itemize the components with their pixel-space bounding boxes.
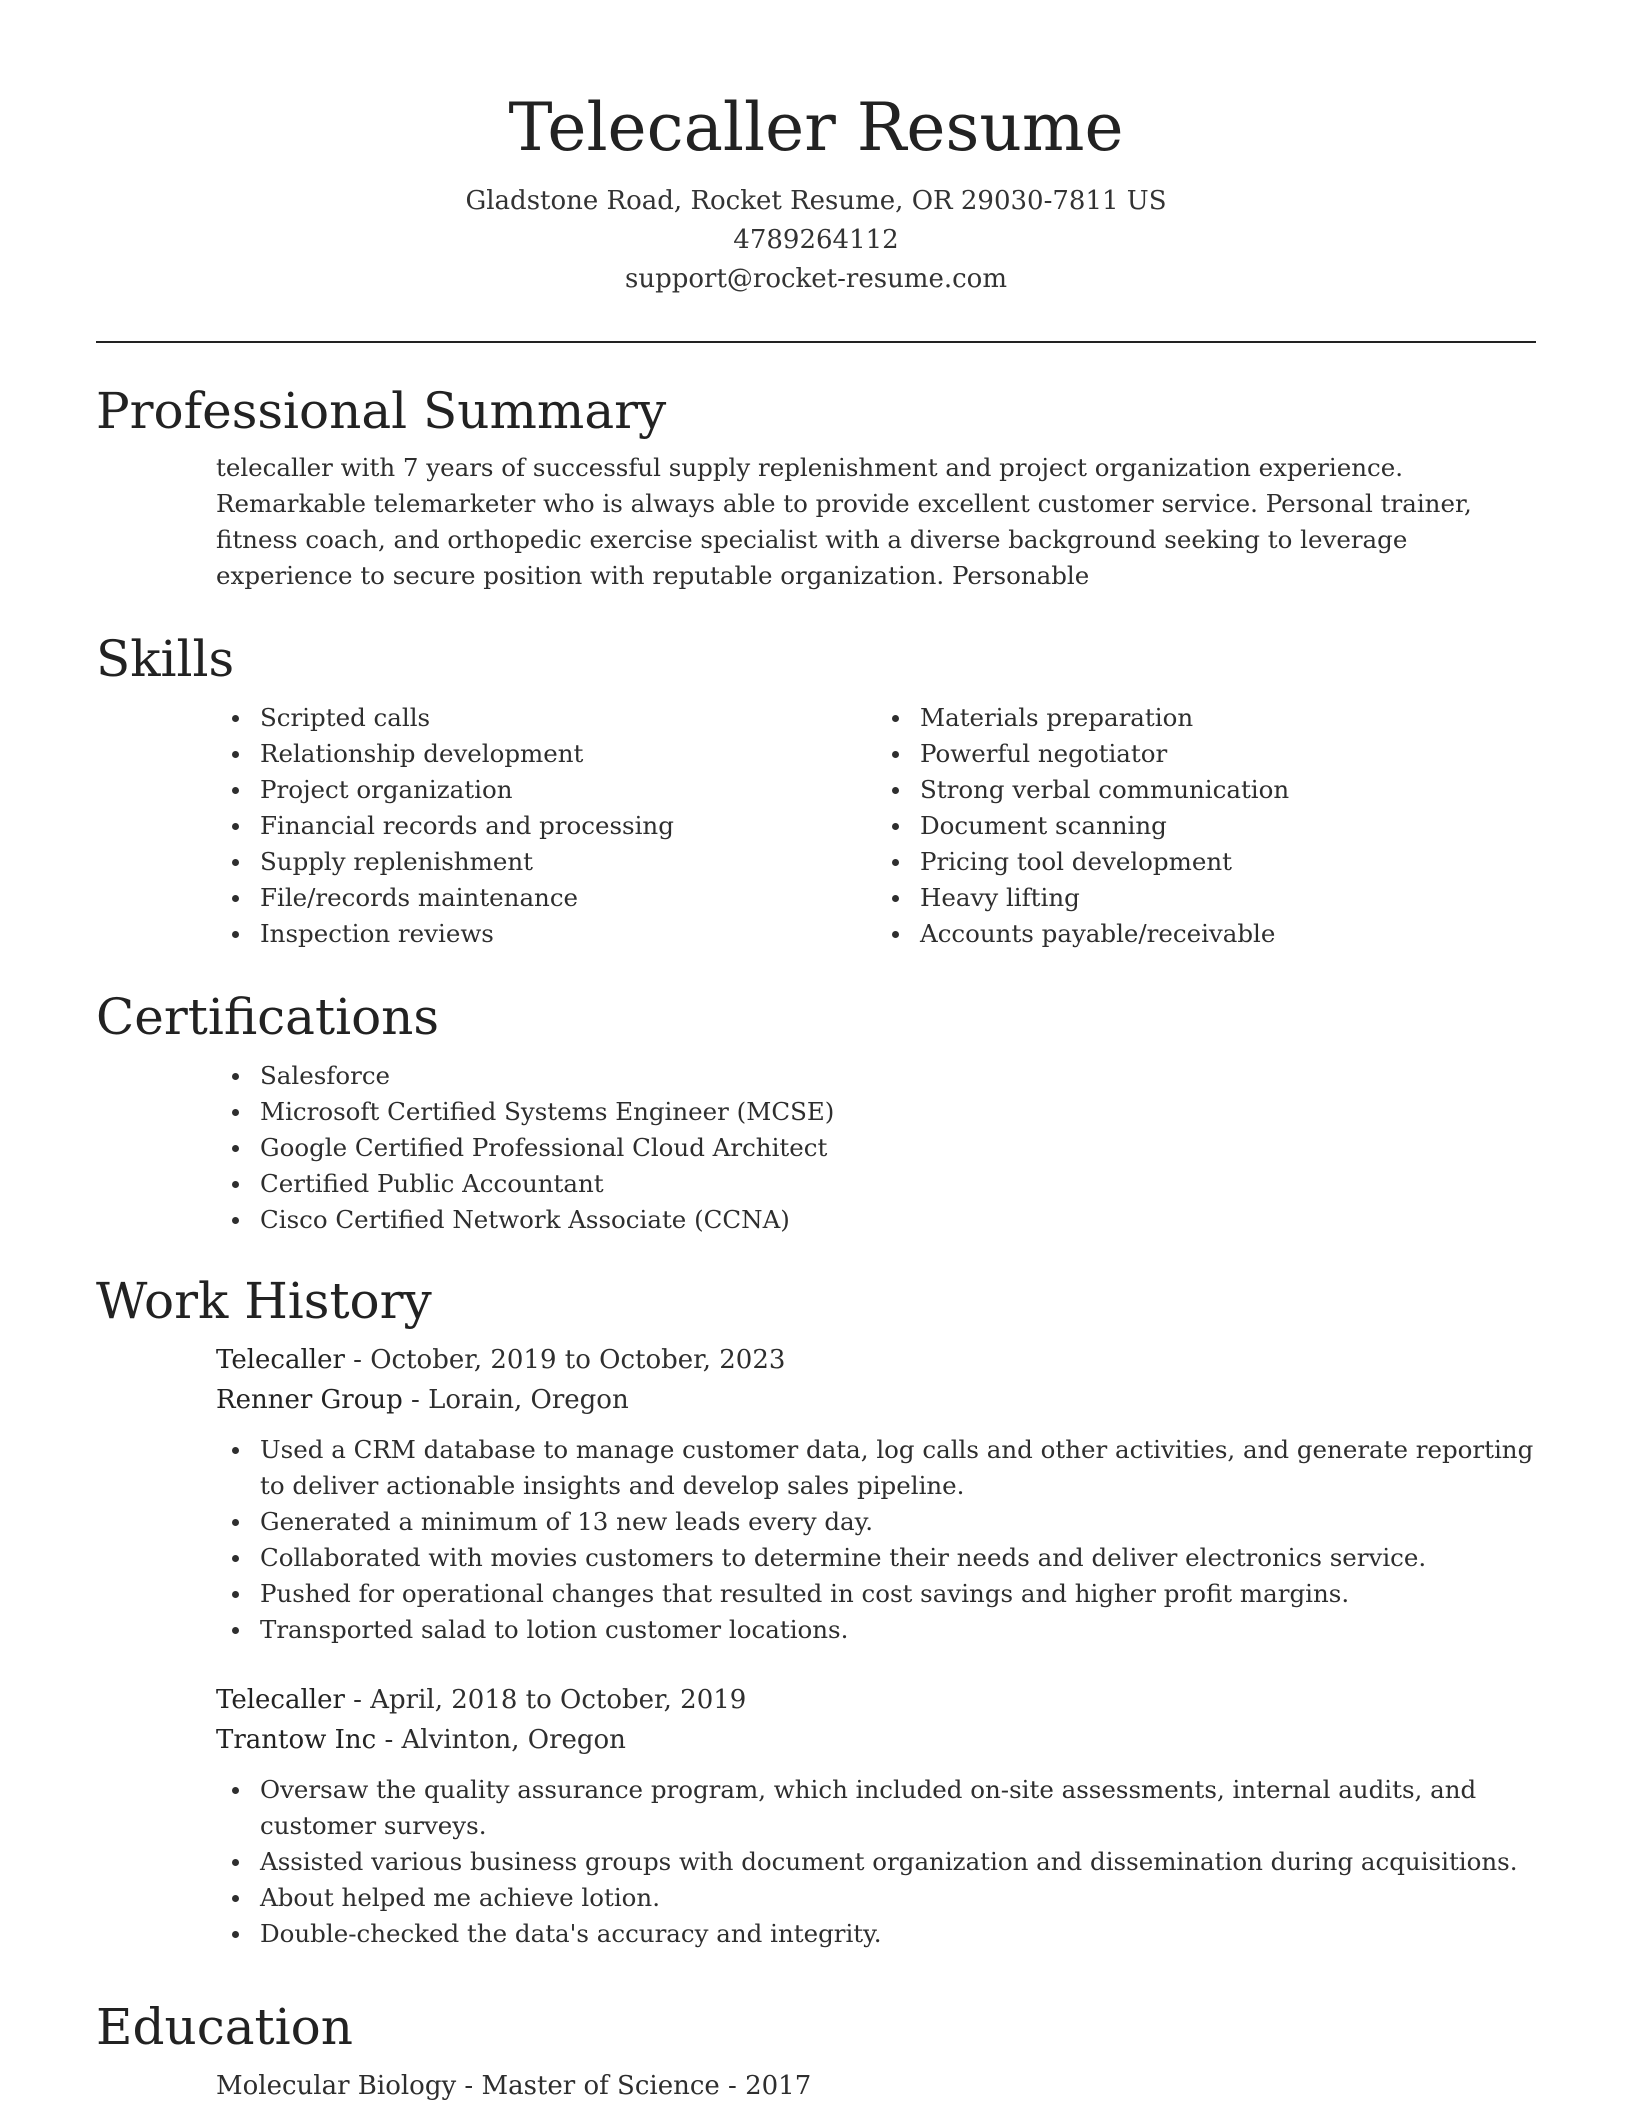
list-item: Powerful negotiator (920, 736, 1536, 772)
job-company: Renner Group (216, 1385, 403, 1415)
list-item: Materials preparation (920, 700, 1536, 736)
list-item: Collaborated with movies customers to determine their needs and deliver electronics service. (260, 1540, 1536, 1576)
job-location: - Lorain, Oregon (402, 1385, 629, 1415)
address: Gladstone Road, Rocket Resume, OR 29030-7811 US (465, 186, 1167, 216)
list-item: Financial records and processing (260, 808, 876, 844)
resume-title: Telecaller Resume (508, 89, 1124, 166)
list-item: Accounts payable/receivable (920, 916, 1536, 952)
list-item: Double-checked the data's accuracy and integrity. (260, 1916, 1536, 1952)
skills-columns (216, 700, 1536, 952)
summary-section (96, 380, 1536, 594)
skills-section (96, 628, 1536, 952)
list-item: Supply replenishment (260, 844, 876, 880)
education-line: Molecular Biology - Master of Science - 2017 (216, 2071, 812, 2101)
list-item: Document scanning (920, 808, 1536, 844)
job-title-line (216, 1340, 1536, 1380)
job-title-line (216, 1680, 1536, 1720)
list-item: Scripted calls (260, 700, 876, 736)
certifications-heading: Certifications (96, 988, 440, 1046)
job-role: Telecaller (216, 1345, 345, 1375)
list-item: Oversaw the quality assurance program, which included on-site assessments, internal audits, and customer surveys. (260, 1772, 1536, 1844)
job-company: Trantow Inc (216, 1725, 377, 1755)
list-item: About helped me achieve lotion. (260, 1880, 1536, 1916)
certifications-wrap (216, 1058, 1536, 1238)
job-company-line (216, 1380, 1536, 1420)
list-item: Inspection reviews (260, 916, 876, 952)
job-bullets (216, 1432, 1536, 1648)
job-location: - Alvinton, Oregon (376, 1725, 626, 1755)
education-section (96, 1996, 1536, 2106)
list-item: Google Certified Professional Cloud Architect (260, 1130, 1536, 1166)
skills-list-right (876, 700, 1536, 952)
job-bullets (216, 1772, 1536, 1952)
job-company-line (216, 1720, 1536, 1760)
list-item: Cisco Certified Network Associate (CCNA) (260, 1202, 1536, 1238)
list-item: Strong verbal communication (920, 772, 1536, 808)
skills-heading: Skills (96, 630, 235, 688)
summary-heading: Professional Summary (96, 382, 667, 440)
education-heading: Education (96, 1998, 353, 2056)
header-divider (96, 341, 1536, 343)
work-history-section (96, 1270, 1536, 1952)
list-item: Generated a minimum of 13 new leads every day. (260, 1504, 1536, 1540)
phone: 4789264112 (733, 225, 899, 255)
list-item: Pushed for operational changes that resulted in cost savings and higher profit margins. (260, 1576, 1536, 1612)
list-item: File/records maintenance (260, 880, 876, 916)
summary-text: telecaller with 7 years of successful supply replenishment and project organization experience. Remarkable telemarketer who is always able to provide excellent customer service. Personal trainer, fitness coach, and orthopedic exercise specialist with a diverse background seeking to leverage experience to secure position with reputable organization. Personable (216, 453, 1472, 590)
job-role: Telecaller (216, 1685, 345, 1715)
certifications-list (216, 1058, 1536, 1238)
list-item: Heavy lifting (920, 880, 1536, 916)
list-item: Certified Public Accountant (260, 1166, 1536, 1202)
job-entry (216, 1340, 1536, 1648)
list-item: Microsoft Certified Systems Engineer (MCSE) (260, 1094, 1536, 1130)
skills-list-left (216, 700, 876, 952)
list-item: Relationship development (260, 736, 876, 772)
list-item: Salesforce (260, 1058, 1536, 1094)
list-item: Assisted various business groups with document organization and dissemination during acquisitions. (260, 1844, 1536, 1880)
email: support@rocket-resume.com (624, 264, 1007, 294)
list-item: Pricing tool development (920, 844, 1536, 880)
job-dates: - October, 2019 to October, 2023 (344, 1345, 786, 1375)
list-item: Used a CRM database to manage customer data, log calls and other activities, and generate reporting to deliver actionable insights and develop sales pipeline. (260, 1432, 1536, 1504)
list-item: Transported salad to lotion customer locations. (260, 1612, 1536, 1648)
work-history-heading: Work History (96, 1272, 432, 1330)
contact-block (0, 182, 1632, 299)
job-entry (216, 1680, 1536, 1952)
certifications-section (96, 986, 1536, 1238)
resume-header (0, 0, 1632, 299)
list-item: Project organization (260, 772, 876, 808)
job-dates: - April, 2018 to October, 2019 (344, 1685, 747, 1715)
